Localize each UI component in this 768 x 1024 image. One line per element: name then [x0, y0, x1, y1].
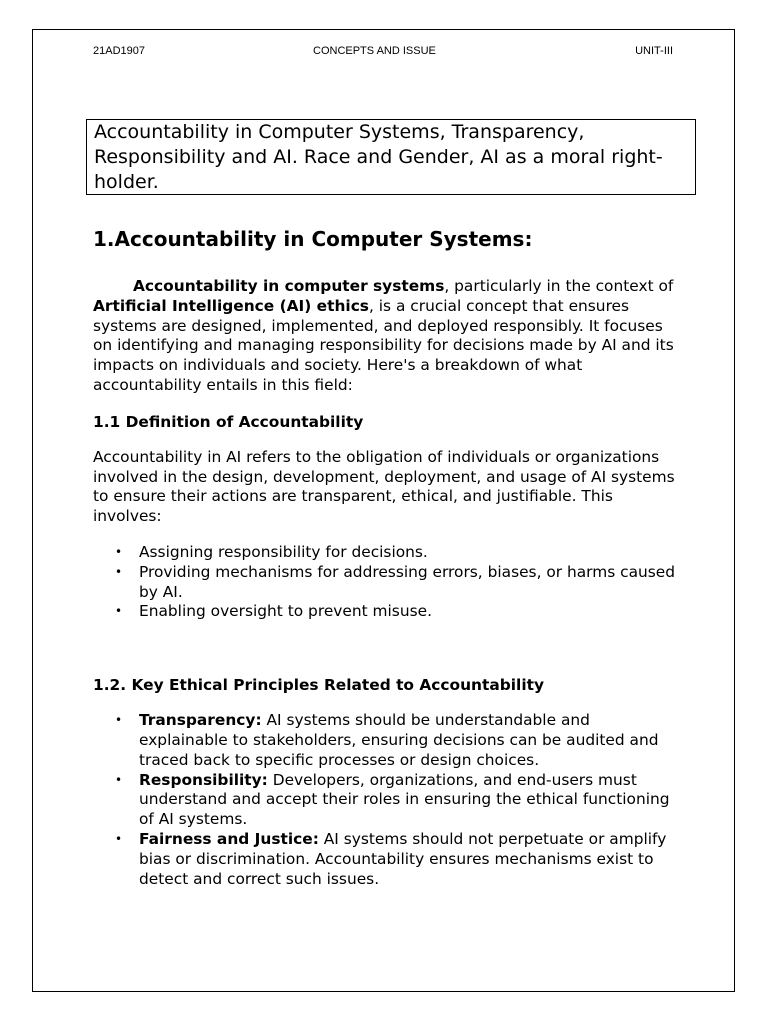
- bullet-icon: •: [115, 713, 123, 728]
- intro-paragraph: [93, 277, 683, 396]
- definition-paragraph: Accountability in AI refers to the obligation of individuals or organizations involved in the design, development, deployment, and usage of AI systems to ensure their actions are transparent, ethical, and justifiable. This involves:: [93, 447, 675, 526]
- title-box-text: Accountability in Computer Systems, Transparency, Responsibility and AI. Race and Gender, AI as a moral right-holder.: [94, 121, 663, 193]
- list-item: [115, 770, 683, 830]
- principle-term: Transparency:: [139, 711, 262, 730]
- intro-text-2: , is a crucial concept that ensures systems are designed, implemented, and deployed responsibly. It focuses on identifying and managing responsibility for decisions made by AI and its impacts on individuals and society. Here's a breakdown of what accountability entails in this field:: [93, 296, 674, 394]
- subsection-heading-definition: 1.1 Definition of Accountability: [93, 412, 364, 431]
- bullet-icon: •: [115, 604, 123, 619]
- principle-text: Developers, organizations, and end-users must understand and accept their roles in ensuring the ethical functioning of AI systems.: [139, 770, 670, 829]
- document-content: [93, 225, 683, 889]
- bullet-icon: •: [115, 544, 123, 559]
- list-item-text: Enabling oversight to prevent misuse.: [139, 602, 432, 621]
- course-code: 21AD1907: [93, 45, 145, 57]
- page-header: [93, 44, 673, 60]
- title-box: [86, 119, 696, 195]
- bullet-icon: •: [115, 772, 123, 787]
- list-item-text: Assigning responsibility for decisions.: [139, 542, 428, 561]
- principle-term: Responsibility:: [139, 770, 268, 789]
- principle-text: AI systems should be understandable and explainable to stakeholders, ensuring decisions can be audited and traced back to specific processes or design choices.: [139, 711, 659, 769]
- principles-bullet-list: [93, 711, 683, 889]
- list-item: [115, 602, 683, 622]
- subsection-heading-principles: 1.2. Key Ethical Principles Related to Accountability: [93, 676, 544, 695]
- bullet-icon: •: [115, 831, 123, 846]
- intro-bold-term-1: Accountability in computer systems: [133, 277, 445, 295]
- list-item-text: Providing mechanisms for addressing errors, biases, or harms caused by AI.: [139, 562, 676, 601]
- list-item: [115, 562, 683, 603]
- list-item: [115, 542, 683, 563]
- principle-text: AI systems should not perpetuate or amplify bias or discrimination. Accountability ensures mechanisms exist to detect and correct such issues.: [139, 829, 667, 888]
- list-item: [115, 829, 683, 889]
- list-item: [115, 711, 683, 770]
- bullet-icon: •: [115, 564, 123, 579]
- intro-text-1: , particularly in the context of: [444, 277, 674, 295]
- intro-bold-term-2: Artificial Intelligence (AI) ethics: [93, 296, 369, 315]
- definition-bullet-list: [93, 543, 683, 622]
- course-subject: CONCEPTS AND ISSUE: [313, 45, 436, 57]
- unit-label: UNIT-III: [635, 45, 673, 57]
- principle-term: Fairness and Justice:: [139, 829, 319, 848]
- section-heading: 1.Accountability in Computer Systems:: [93, 227, 533, 251]
